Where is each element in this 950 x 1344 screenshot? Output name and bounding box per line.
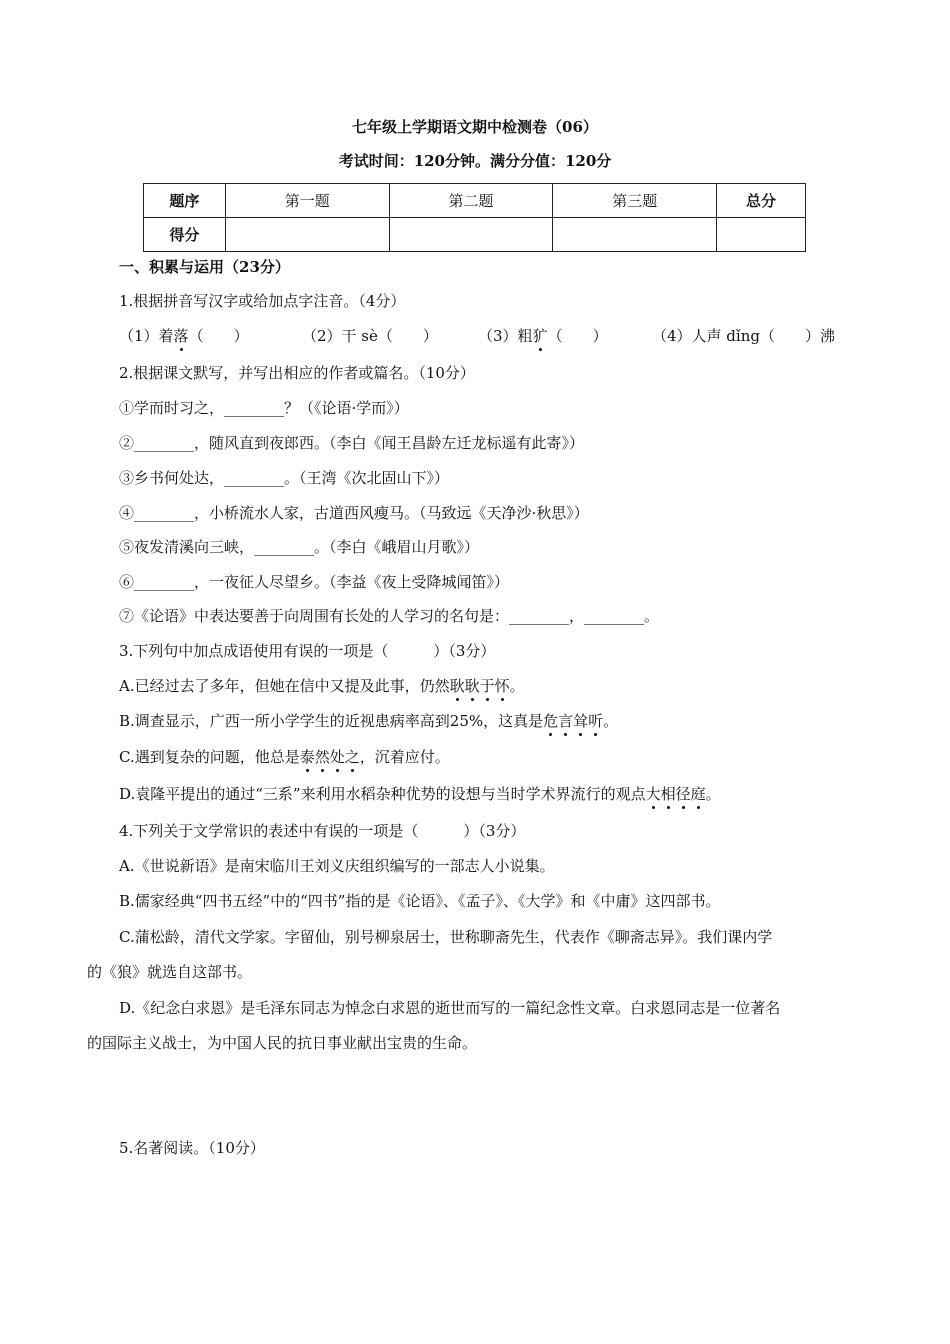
dotted-char: 相 — [660, 785, 676, 803]
dotted-char: 耿 — [449, 677, 465, 695]
dotted-idiom — [543, 712, 603, 730]
option-text: 。 — [509, 677, 525, 695]
item-text: （1）着 — [119, 327, 174, 345]
dotted-char: 于 — [479, 677, 495, 695]
recitation-line: ④________，小桥流水人家，古道西风瘦马。（马致远《天净沙·秋思》） — [119, 504, 589, 522]
answer-blank: （ ） — [547, 327, 608, 345]
dotted-char: 庭 — [690, 785, 706, 803]
dotted-char: 言 — [558, 712, 574, 730]
option-text: ，沉着应付。 — [359, 748, 450, 766]
question-stem: 1.根据拼音写汉字或给加点字注音。（4分） — [119, 292, 406, 310]
table-row — [144, 184, 806, 218]
dotted-char: 径 — [675, 785, 691, 803]
table-cell: 题序 — [144, 184, 226, 218]
table-cell: 得分 — [144, 218, 226, 252]
option-text: D.袁隆平提出的通过“三系”来利用水稻杂种优势的设想与当时学术界流行的观点 — [119, 785, 646, 803]
q1-item-2: （2）干 sè（ ） — [302, 327, 438, 345]
option-text: 。 — [603, 712, 619, 730]
table-cell: 第三题 — [553, 184, 717, 218]
dotted-char: 危 — [543, 712, 559, 730]
dotted-char: 听 — [588, 712, 604, 730]
dotted-char: 大 — [645, 785, 661, 803]
dotted-char: 耿 — [464, 677, 480, 695]
exam-info: 考试时间：120分钟。满分分值：120分 — [338, 152, 612, 170]
recitation-line: ①学而时习之，________？（《论语·学而》） — [119, 399, 409, 417]
option-text: C.遇到复杂的问题，他总是 — [119, 748, 300, 766]
option-text: 。 — [705, 785, 721, 803]
recitation-line: ③乡书何处达，________。（王湾《次北固山下》） — [119, 469, 450, 487]
question-stem: 2.根据课文默写，并写出相应的作者或篇名。（10分） — [119, 364, 475, 382]
dotted-char: 犷 — [532, 327, 548, 345]
recitation-line: ⑥________，一夜征人尽望乡。（李益《夜上受降城闻笛》） — [119, 573, 510, 591]
option-text: A.已经过去了多年，但她在信中又提及此事，仍然 — [119, 677, 450, 695]
option-d-continued: 的国际主义战士，为中国人民的抗日事业献出宝贵的生命。 — [87, 1034, 478, 1052]
question-stem: 4.下列关于文学常识的表述中有误的一项是（ ）（3分） — [119, 822, 526, 840]
table-row — [144, 218, 806, 252]
q1-item-4: （4）人声 dǐng（ ）沸 — [652, 327, 835, 345]
item-text: （3）粗 — [478, 327, 533, 345]
option-c: C.蒲松龄，清代文学家。字留仙，别号柳泉居士，世称聊斋先生，代表作《聊斋志异》。我们课内学 — [119, 928, 773, 946]
option-a — [119, 676, 525, 696]
dotted-char: 处 — [329, 748, 345, 766]
dotted-char: 落 — [173, 327, 189, 345]
score-input-cell[interactable] — [717, 218, 806, 252]
option-b: B.儒家经典“四书五经”中的“四书”指的是《论语》、《孟子》、《大学》和《中庸》这四部书。 — [119, 892, 721, 910]
score-input-cell[interactable] — [225, 218, 389, 252]
option-text: B.调查显示，广西一所小学学生的近视患病率高到25%，这真是 — [119, 712, 544, 730]
dotted-idiom — [300, 748, 360, 766]
recitation-line: ②________，随风直到夜郎西。（李白《闻王昌龄左迁龙标遥有此寄》） — [119, 434, 585, 452]
table-cell: 第二题 — [389, 184, 553, 218]
dotted-idiom — [646, 785, 706, 803]
answer-blank: （ ） — [188, 327, 249, 345]
table-cell: 总分 — [717, 184, 806, 218]
option-a: A.《世说新语》是南宋临川王刘义庆组织编写的一部志人小说集。 — [119, 857, 555, 875]
q1-item-1 — [119, 326, 249, 346]
page-title: 七年级上学期语文期中检测卷（06） — [352, 118, 598, 136]
score-input-cell[interactable] — [553, 218, 717, 252]
question-stem: 3.下列句中加点成语使用有误的一项是（ ）（3分） — [119, 642, 496, 660]
option-c — [119, 747, 450, 767]
option-b — [119, 711, 618, 731]
dotted-char: 之 — [344, 748, 360, 766]
recitation-line: ⑤夜发清溪向三峡，________。（李白《峨眉山月歌》） — [119, 538, 480, 556]
option-d: D.《纪念白求恩》是毛泽东同志为悼念白求恩的逝世而写的一篇纪念性文章。白求恩同志是一位著名 — [119, 999, 781, 1017]
dotted-idiom — [450, 677, 510, 695]
question-stem: 5.名著阅读。（10分） — [119, 1139, 265, 1157]
dotted-char: 然 — [314, 748, 330, 766]
score-input-cell[interactable] — [389, 218, 553, 252]
dotted-char: 耸 — [573, 712, 589, 730]
option-d — [119, 784, 721, 804]
table-cell: 第一题 — [225, 184, 389, 218]
dotted-char: 怀 — [494, 677, 510, 695]
dotted-char: 泰 — [299, 748, 315, 766]
score-table — [143, 183, 806, 252]
recitation-line: ⑦《论语》中表达要善于向周围有长处的人学习的名句是：________，________。 — [119, 607, 660, 625]
q1-item-3 — [478, 326, 608, 346]
option-c-continued: 的《狼》就选自这部书。 — [87, 963, 253, 981]
section-heading: 一、积累与运用（23分） — [119, 258, 290, 276]
